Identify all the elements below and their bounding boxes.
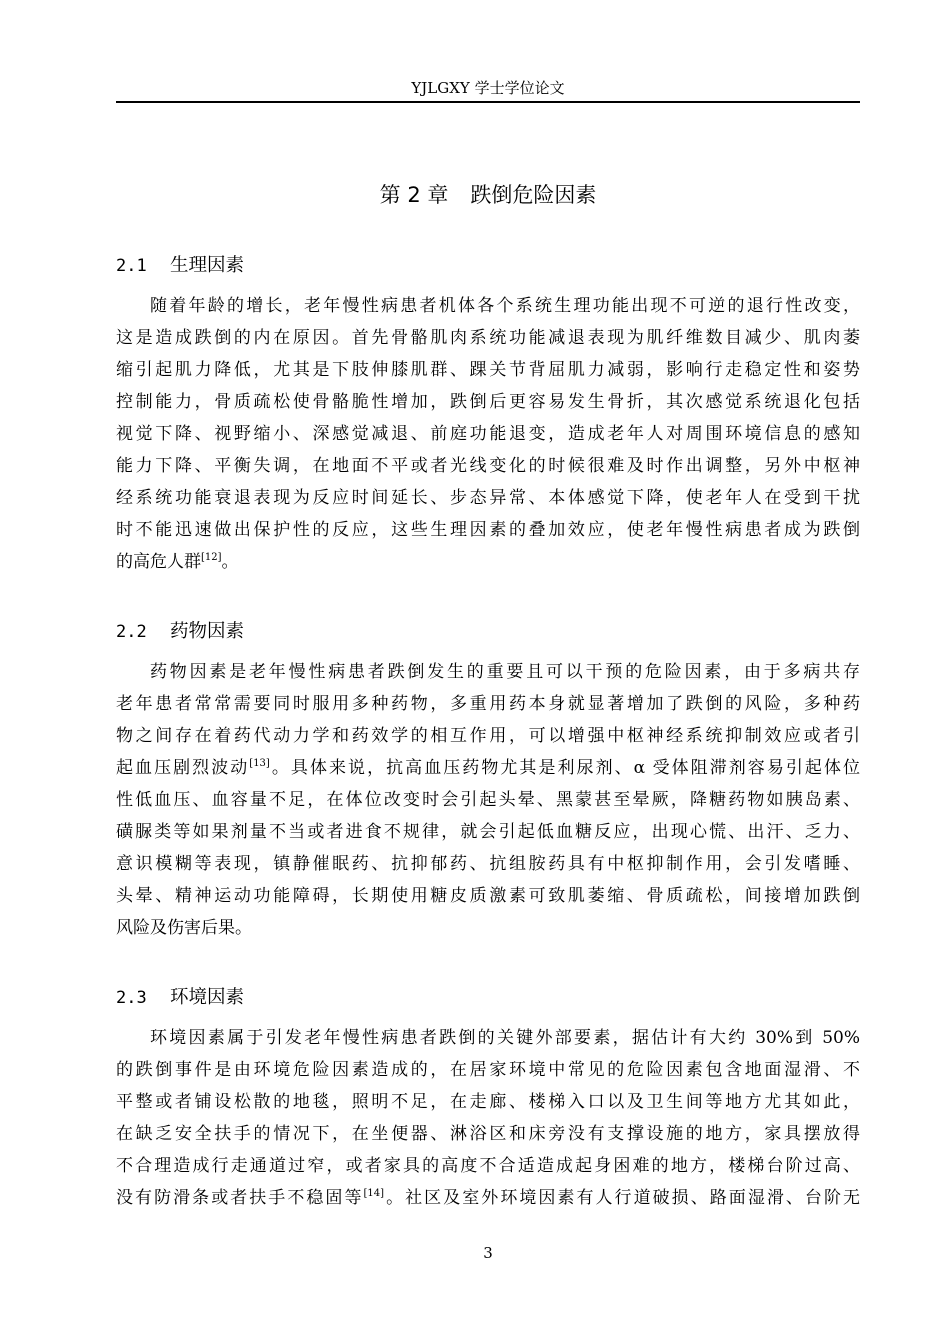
section-heading-2-1 (116, 252, 244, 280)
citation-ref: [12] (201, 552, 222, 563)
text-line: 风险及伤害后果。 (116, 918, 252, 938)
text-line: 环境因素属于引发老年慢性病患者跌倒的关键外部要素，据估计有大约 30%到 50% (150, 1028, 860, 1048)
text-line: 视觉下降、视野缩小、深感觉减退、前庭功能退变，造成老年人对周围环境信息的感知 (116, 424, 860, 444)
citation-ref: [13] (249, 758, 270, 769)
text-line: 性低血压、血容量不足，在体位改变时会引起头晕、黑蒙甚至晕厥，降糖药物如胰岛素、 (116, 790, 860, 810)
text-run: 。具体来说，抗高血压药物尤其是利尿剂、α 受体阻滞剂容易引起体位 (269, 758, 860, 778)
text-line (116, 1182, 860, 1214)
text-line: 头晕、精神运动功能障碍，长期使用糖皮质激素可致肌萎缩、骨质疏松，间接增加跌倒 (116, 886, 860, 906)
text-line: 磺脲类等如果剂量不当或者进食不规律，就会引起低血糖反应，出现心慌、出汗、乏力、 (116, 822, 860, 842)
text-run: 没有防滑条或者扶手不稳固等 (116, 1188, 364, 1208)
section-title: 药物因素 (170, 621, 245, 642)
page-number: 3 (483, 1244, 493, 1262)
text-line: 在缺乏安全扶手的情况下，在坐便器、淋浴区和床旁没有支撑设施的地方，家具摆放得 (116, 1124, 860, 1144)
paragraph-medication (116, 656, 860, 944)
section-number: 2.1 (116, 256, 147, 276)
section-number: 2.2 (116, 622, 147, 642)
text-line: 的跌倒事件是由环境危险因素造成的，在居家环境中常见的危险因素包含地面湿滑、不 (116, 1060, 860, 1080)
section-title: 环境因素 (170, 987, 245, 1008)
text-line: 老年患者常常需要同时服用多种药物，多重用药本身就显著增加了跌倒的风险，多种药 (116, 694, 860, 714)
text-run: 的高危人群 (116, 552, 201, 572)
section-heading-2-2 (116, 618, 244, 646)
section-number: 2.3 (116, 988, 147, 1008)
text-line: 意识模糊等表现，镇静催眠药、抗抑郁药、抗组胺药具有中枢抑制作用，会引发嗜睡、 (116, 854, 860, 874)
text-line: 药物因素是老年慢性病患者跌倒发生的重要且可以干预的危险因素，由于多病共存 (150, 662, 860, 682)
text-line: 物之间存在着药代动力学和药效学的相互作用，可以增强中枢神经系统抑制效应或者引 (116, 726, 860, 746)
citation-ref: [14] (363, 1188, 385, 1199)
text-line: 平整或者铺设松散的地毯，照明不足，在走廊、楼梯入口以及卫生间等地方尤其如此， (116, 1092, 860, 1112)
text-line: 不合理造成行走通道过窄，或者家具的高度不合适造成起身困难的地方，楼梯台阶过高、 (116, 1156, 860, 1176)
text-line: 控制能力，骨质疏松使骨骼脆性增加，跌倒后更容易发生骨折，其次感觉系统退化包括 (116, 392, 860, 412)
chapter-number: 第 2 章 (379, 183, 449, 207)
text-line: 这是造成跌倒的内在原因。首先骨骼肌肉系统功能减退表现为肌纤维数目减少、肌肉萎 (116, 328, 860, 348)
text-run: 起血压剧烈波动 (116, 758, 250, 778)
header-rule (116, 101, 860, 103)
text-line: 随着年龄的增长，老年慢性病患者机体各个系统生理功能出现不可逆的退行性改变， (150, 296, 860, 316)
section-title: 生理因素 (170, 255, 245, 276)
text-line (116, 546, 860, 578)
running-header: YJLGXY 学士学位论文 (411, 79, 565, 97)
chapter-title (116, 180, 860, 210)
text-line: 能力下降、平衡失调，在地面不平或者光线变化的时候很难及时作出调整，另外中枢神 (116, 456, 860, 476)
paragraph-physiological (116, 290, 860, 578)
section-heading-2-3 (116, 984, 244, 1012)
text-run: 。 (221, 552, 239, 572)
chapter-title-text: 跌倒危险因素 (470, 183, 597, 207)
paragraph-environment (116, 1022, 860, 1214)
text-line: 缩引起肌力降低，尤其是下肢伸膝肌群、踝关节背屈肌力减弱，影响行走稳定性和姿势 (116, 360, 860, 380)
text-line: 经系统功能衰退表现为反应时间延长、步态异常、本体感觉下降，使老年人在受到干扰 (116, 488, 860, 508)
text-run: 。社区及室外环境因素有人行道破损、路面湿滑、台阶无 (384, 1188, 861, 1208)
text-line (116, 752, 860, 784)
text-line: 时不能迅速做出保护性的反应，这些生理因素的叠加效应，使老年慢性病患者成为跌倒 (116, 520, 860, 540)
